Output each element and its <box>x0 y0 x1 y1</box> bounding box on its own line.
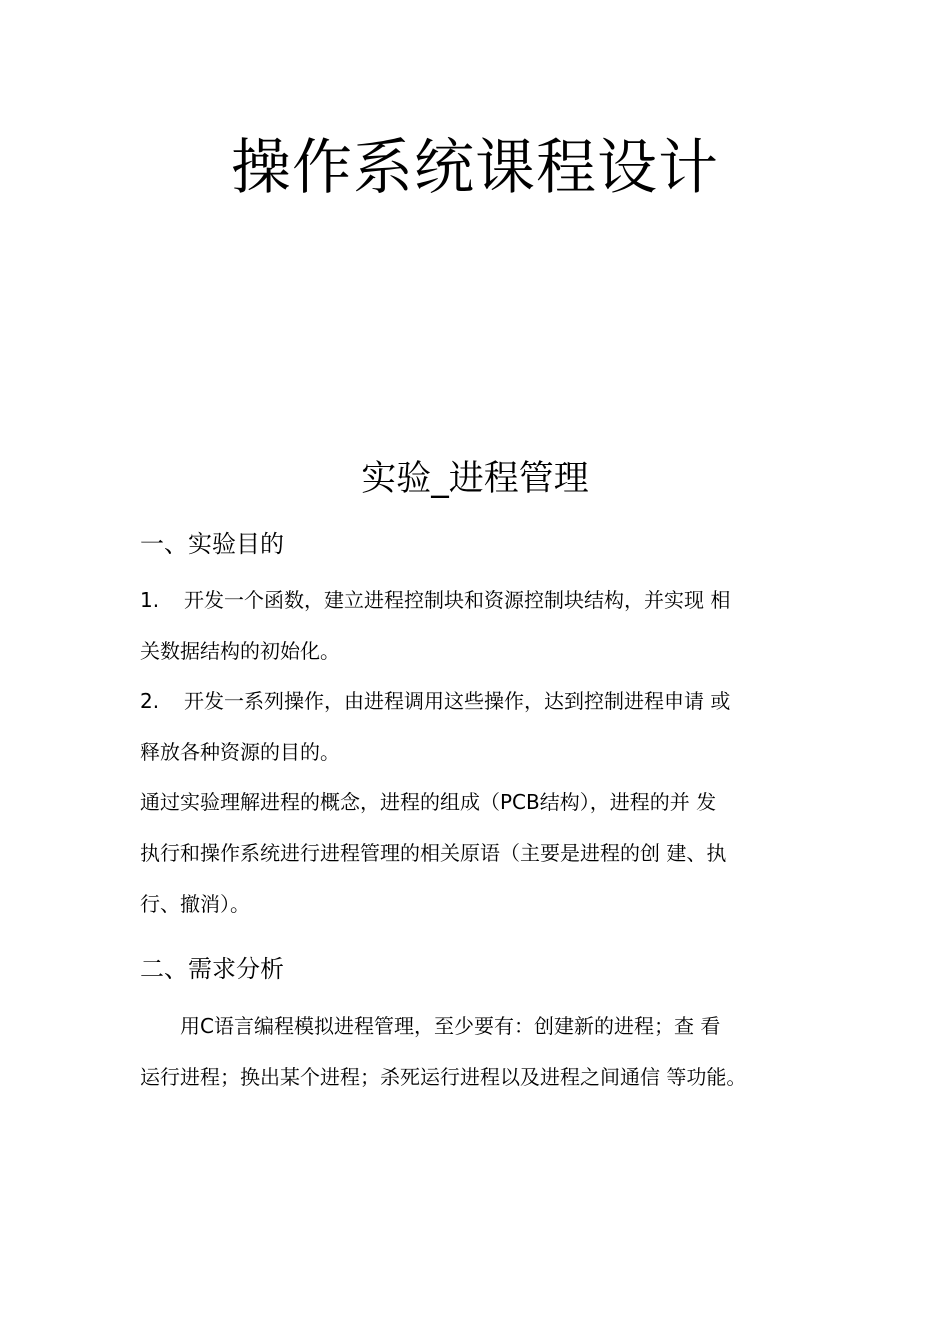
requirements-paragraph-line-1: 用C语言编程模拟进程管理，至少要有：创建新的进程；查 看 <box>180 1014 721 1038</box>
objective-item-2-number: 2. <box>140 689 160 713</box>
objective-item-1-line-2: 关数据结构的初始化。 <box>140 639 340 663</box>
objective-item-1-text: 开发一个函数，建立进程控制块和资源控制块结构，并实现 相 <box>184 588 731 612</box>
document-title: 操作系统课程设计 <box>231 133 719 203</box>
requirements-paragraph-line-2: 运行进程；换出某个进程；杀死运行进程以及进程之间通信 等功能。 <box>140 1065 747 1089</box>
requirements-paragraph <box>140 1001 830 1103</box>
objective-item-2 <box>140 676 820 778</box>
objective-paragraph-line-1: 通过实验理解进程的概念，进程的组成（PCB结构），进程的并 发 <box>140 790 717 814</box>
objective-item-2-text: 开发一系列操作，由进程调用这些操作，达到控制进程申请 或 <box>184 689 731 713</box>
objective-item-1 <box>140 575 820 677</box>
section-heading-objectives: 一、实验目的 <box>140 530 284 558</box>
experiment-title: 实验_进程管理 <box>361 459 589 499</box>
section-heading-requirements: 二、需求分析 <box>140 955 284 983</box>
objective-item-2-line-2: 释放各种资源的目的。 <box>140 740 340 764</box>
objective-item-2-line-1 <box>140 676 820 727</box>
objective-item-1-line-1 <box>140 575 820 626</box>
objective-item-1-number: 1. <box>140 588 160 612</box>
objective-paragraph-line-3: 行、撤消）。 <box>140 892 250 916</box>
objective-paragraph <box>140 777 820 930</box>
objective-paragraph-line-2: 执行和操作系统进行进程管理的相关原语（主要是进程的创 建、执 <box>140 841 727 865</box>
